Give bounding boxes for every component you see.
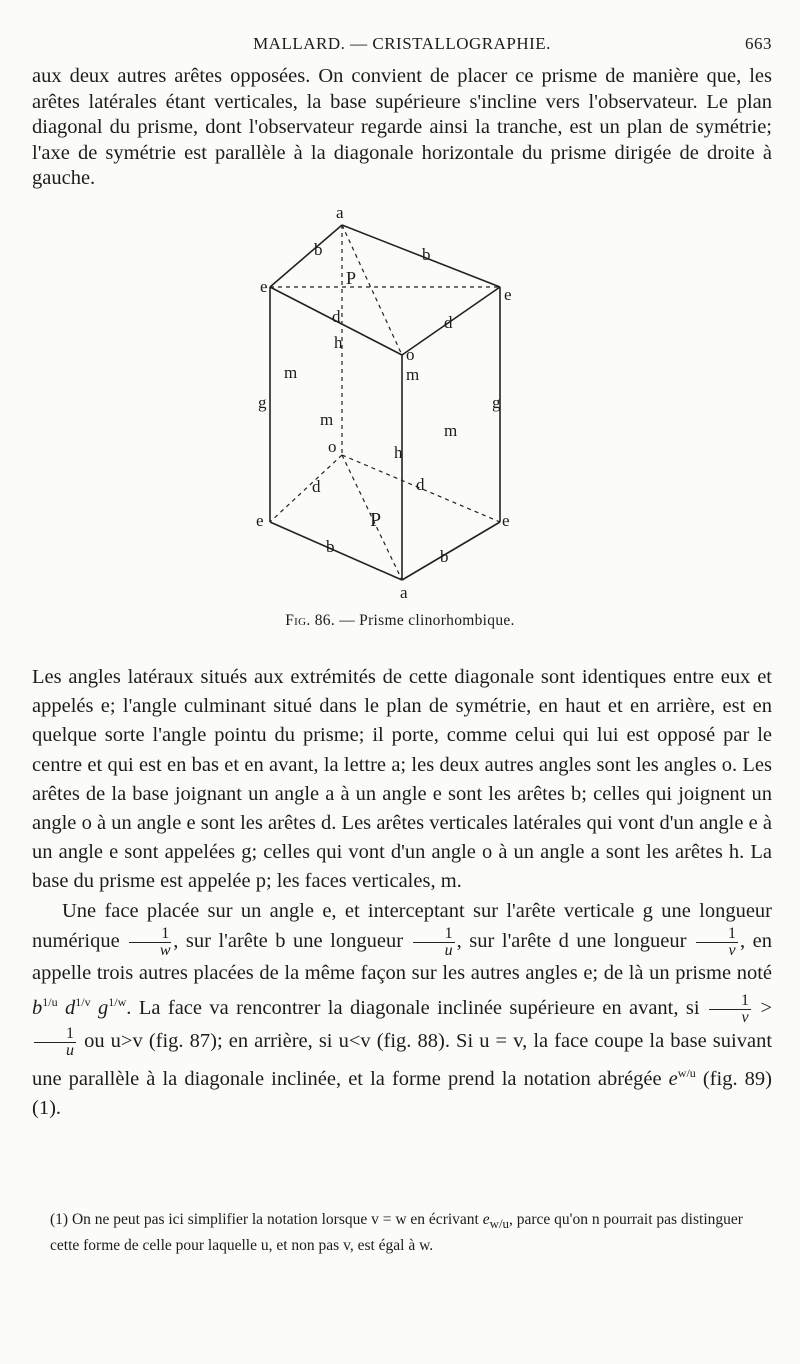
footnote (50, 1209, 766, 1257)
footnote-notation-e-subscript: w/u (489, 1216, 509, 1232)
body-paragraph-1: Les angles latéraux situés aux extrémités de cette diagonale sont identiques entre eux et appelés e; l'angle culminant situé dans le plan de symétrie, en haut et en arrière, est en quelque sorte l'angle pointu du prisme; il porte, comme celui qui lui est opposé par le centre et qui est en bas et en avant, la lettre a; les deux autres angles sont les angles o. Les arêtes de la base joignant un angle a à un angle e sont les arêtes b; celles qui joignent un angle o à un angle e sont les arêtes d. Les arêtes verticales latérales qui vont d'un angle e à un angle e sont appelées g; celles qui vont d'un angle o à un angle a sont les arêtes h. La base du prisme est appelée p; les faces verticales, m. (32, 666, 772, 893)
p2-seg-d: , en appelle trois autres placées de la même façon sur les autres angles e; de là un prisme noté (32, 930, 773, 984)
running-title: MALLARD. — CRISTALLOGRAPHIE. (253, 34, 551, 53)
label-a-bottom: a (400, 583, 408, 602)
label-g-right: g (492, 393, 501, 412)
figure-caption (0, 612, 800, 630)
label-p-top: P (346, 268, 357, 288)
label-m-right: m (444, 421, 458, 440)
label-a-top: a (336, 203, 344, 222)
fraction-1-over-u-cond: $\frac{1}{u}$ (34, 1026, 76, 1059)
intro-text: aux deux autres arêtes opposées. On convient de placer ce prisme de manière que, les arêtes latérales étant verticales, la base supérieure s'incline vers l'observateur. Le plan diagonal du prisme, dont l'observateur regarde ainsi la tranche, est un plan de symétrie; l'axe de symétrie est parallèle à la diagonale horizontale du prisme dirigée de droite à gauche. (32, 65, 772, 190)
label-d-top-left: d (332, 307, 341, 326)
label-m-center: m (406, 365, 420, 384)
notation-d: d (65, 996, 76, 1019)
p2-seg-e: . La face va rencontrer la diagonale inclinée supérieure en avant, si (126, 996, 700, 1019)
label-g-left: g (258, 393, 267, 412)
caption-label: Fig. 86. (285, 612, 336, 629)
footnote-text (50, 1209, 766, 1257)
p2-seg-a: Une face placée sur un angle e, et interceptant sur l'arête verticale g une longueur numérique (32, 899, 772, 953)
prism-diagram (240, 200, 540, 610)
fraction-1-over-v: $\frac{1}{v}$ (696, 926, 738, 959)
fraction-1-over-u: $\frac{1}{u}$ (413, 926, 455, 959)
label-e-bottom-right: e (502, 511, 510, 530)
label-e-left: e (260, 277, 268, 296)
label-b-top-left: b (314, 240, 323, 259)
label-b-top-right: b (422, 245, 431, 264)
figure-86 (240, 200, 540, 610)
notation-d-exponent: 1/v (75, 995, 91, 1010)
body-text (32, 663, 772, 1123)
label-d-top-right: d (444, 313, 453, 332)
p2-seg-c: , sur l'arête d une longueur (456, 930, 687, 953)
label-b-bottom-left: b (326, 537, 335, 556)
notation-e-exponent: w/u (677, 1065, 696, 1080)
fraction-1-over-v-cond: $\frac{1}{v}$ (709, 993, 751, 1026)
running-header (32, 34, 772, 56)
caption-text: — Prisme clinorhombique. (339, 612, 515, 629)
notation-g: g (98, 996, 109, 1019)
footnote-seg-a: (1) On ne peut pas ici simplifier la notation lorsque v = w en écrivant (50, 1211, 479, 1228)
p2-seg-f: ou u>v (fig. 87); en arrière, si u<v (fig. 88). Si u = v, la face coupe la base suivant une parallèle à la diagonale inclinée, et la forme prend la notation abrégée (32, 1029, 773, 1090)
label-d-bottom-right: d (416, 475, 425, 494)
label-b-bottom-right: b (440, 547, 449, 566)
body-paragraph-2 (32, 897, 772, 1123)
label-m-back: m (320, 410, 334, 429)
intro-paragraph (32, 64, 772, 192)
label-d-bottom-left: d (312, 477, 321, 496)
label-h-back: h (334, 333, 343, 352)
greater-than: > (760, 996, 773, 1019)
notation-e: e (668, 1067, 678, 1090)
footnote-notation-e: e (482, 1211, 490, 1228)
p2-seg-b: , sur l'arête b une longueur (173, 930, 404, 953)
fraction-1-over-w: $\frac{1}{w}$ (129, 926, 171, 959)
notation-g-exponent: 1/w (108, 995, 127, 1010)
notation-b: b (32, 996, 43, 1019)
label-m-left: m (284, 363, 298, 382)
footnote-seg-b: , parce qu'on n pourrait pas distinguer cette forme de celle pour laquelle u, et non pas v, est égal à w. (50, 1211, 743, 1255)
label-e-right: e (504, 285, 512, 304)
label-o-front: o (406, 345, 415, 364)
label-h-front: h (394, 443, 403, 462)
p2-seg-g: (fig. 89) (1). (32, 1067, 772, 1119)
label-o-back: o (328, 437, 337, 456)
notation-b-exponent: 1/u (42, 995, 58, 1010)
label-p-bottom: P (370, 509, 382, 531)
label-e-bottom-left: e (256, 511, 264, 530)
page-number: 663 (745, 34, 772, 53)
